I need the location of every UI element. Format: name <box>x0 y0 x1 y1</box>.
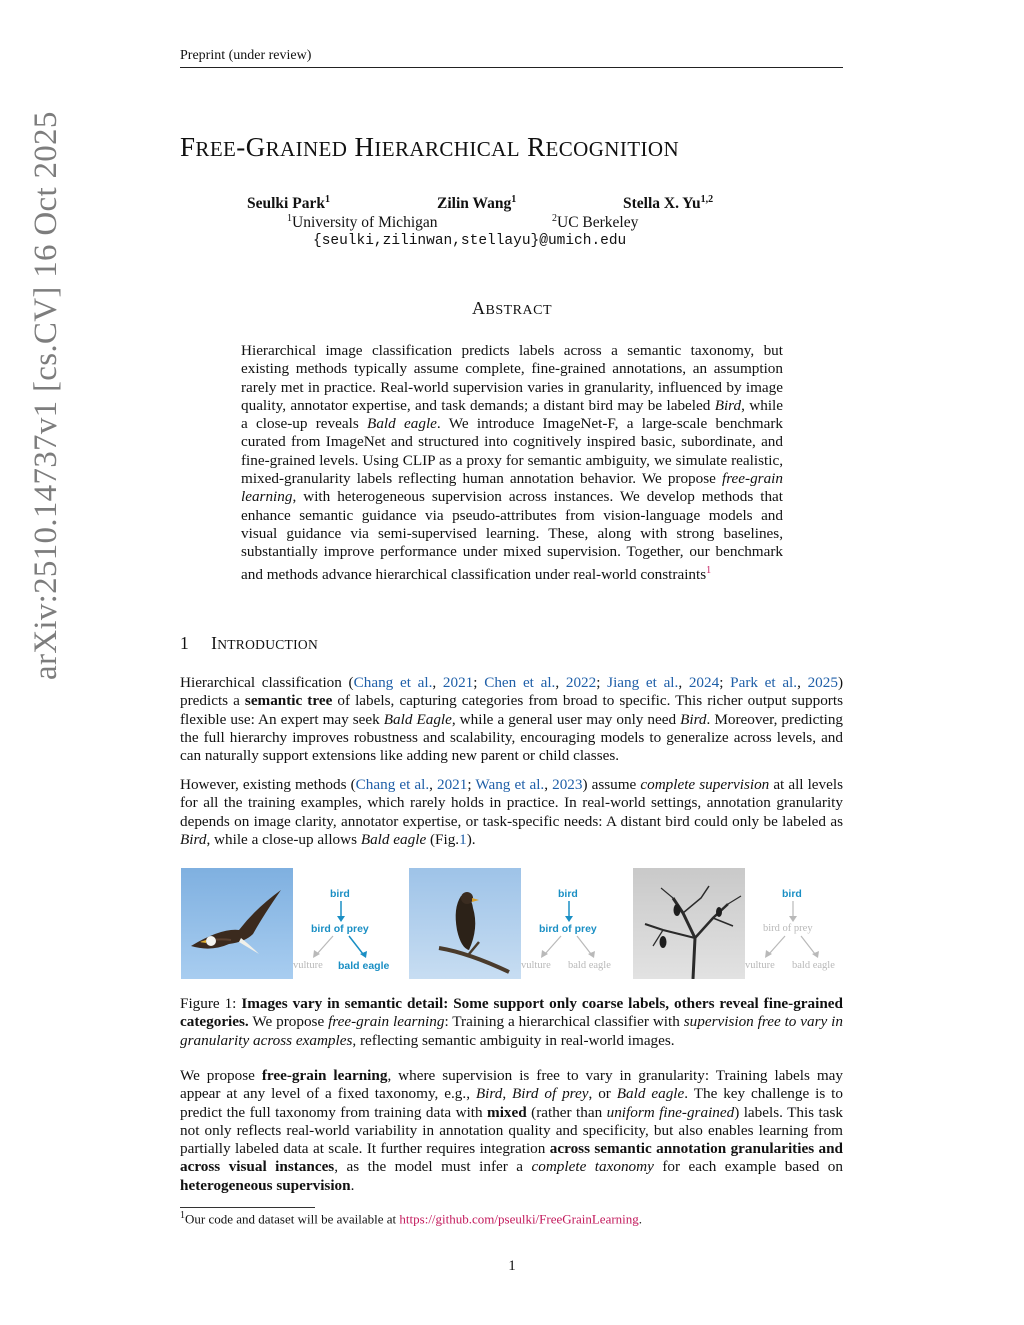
birds-in-tree-photo <box>633 868 745 979</box>
text: However, existing methods ( <box>180 776 356 793</box>
node-bald-eagle: bald eagle <box>338 960 390 972</box>
italic: complete taxonomy <box>531 1158 654 1176</box>
taxonomy-panel-1 <box>293 868 401 979</box>
text: , where supervision is free to vary in granularity: Training labels may appear at any level of a fixed taxonomy, e.g., <box>180 1067 843 1103</box>
author-name: Stella X. Yu <box>623 195 701 213</box>
bold: heterogeneous supervision <box>180 1176 351 1194</box>
text: (rather than <box>526 1103 607 1121</box>
text: , <box>555 674 566 691</box>
text: , while a close-up allows <box>206 830 361 848</box>
arxiv-stamp: arXiv:2510.14737v1 [cs.CV] 16 Oct 2025 <box>28 111 64 680</box>
italic: Bald eagle <box>360 830 427 848</box>
text: We propose <box>248 1013 329 1031</box>
italic: Bird <box>714 396 742 414</box>
bold: mixed <box>487 1103 527 1121</box>
text: , <box>432 674 443 691</box>
author-sup: 1 <box>324 194 330 205</box>
footnote-rule <box>180 1207 315 1208</box>
text: ; <box>596 674 608 691</box>
italic: Bald Eagle <box>383 710 452 728</box>
eagle-flying-photo <box>181 868 293 979</box>
text: , <box>544 776 553 793</box>
section-first: I <box>211 633 218 653</box>
author-sup: 1,2 <box>700 194 714 205</box>
citation[interactable]: Park et al. <box>730 674 798 691</box>
text: We propose <box>180 1067 262 1084</box>
title-part: RAINED <box>265 137 348 161</box>
citation-year[interactable]: 2024 <box>688 674 720 691</box>
title-part: IERARCHICAL <box>374 137 520 161</box>
text: (Fig. <box>426 830 460 848</box>
bold: semantic tree <box>244 692 333 710</box>
citation-year[interactable]: 2025 <box>807 674 838 691</box>
node-bird: bird <box>330 888 350 900</box>
section-heading-introduction <box>180 633 318 654</box>
author-name: Seulki Park <box>247 195 325 213</box>
text: Our code and dataset will be available at <box>185 1211 400 1227</box>
author-3 <box>623 194 713 213</box>
italic: uniform fine-grained <box>606 1103 735 1121</box>
text: , <box>678 674 689 691</box>
text: : Training a hierarchical classifier with <box>444 1013 684 1031</box>
title-part: H <box>347 132 375 162</box>
citation[interactable]: Chen et al. <box>484 674 556 691</box>
abstract-body <box>241 342 783 584</box>
affiliation-2 <box>552 213 638 232</box>
text: ; <box>473 674 485 691</box>
figure-ref[interactable]: 1 <box>459 830 467 848</box>
affiliation-sup: 2 <box>552 213 557 224</box>
italic: Bird of prey <box>512 1085 589 1103</box>
text: Hierarchical image classification predicts labels across a semantic taxonomy, but existing methods typically assume complete, fine-grained annotations, an assumption rarely met in practice. Real-world supervision varies in granularity, influenced by image quality, annotator expertise, and task demands; a distant bird may be labeled <box>241 342 783 414</box>
text: ; <box>467 776 476 793</box>
italic: Bird <box>475 1085 503 1103</box>
italic: free-grain learning <box>328 1013 445 1031</box>
intro-paragraph-1 <box>180 674 843 765</box>
citation-year[interactable]: 2021 <box>442 674 474 691</box>
text: , <box>797 674 808 691</box>
text: , as the model must infer a <box>334 1158 532 1176</box>
node-bald-eagle: bald eagle <box>792 960 835 971</box>
text: Hierarchical classification ( <box>180 674 354 691</box>
author-emails: {seulki,zilinwan,stellayu}@umich.edu <box>313 233 627 249</box>
node-bird-of-prey: bird of prey <box>763 923 813 934</box>
text: , while a close-up reveals <box>241 396 784 433</box>
node-bald-eagle: bald eagle <box>568 960 611 971</box>
node-vulture: vulture <box>745 960 775 971</box>
taxonomy-panel-3 <box>745 868 853 979</box>
node-bird: bird <box>782 888 802 900</box>
title-part: -G <box>236 132 266 162</box>
title-part: ECOGNITION <box>545 137 680 161</box>
title-part: F <box>180 132 196 162</box>
text: . Moreover, predicting the full hierarchy improves robustness and scalability, encouraging models to generalize across levels, and can naturally support extensions like adding new parent or child classes. <box>180 710 844 765</box>
text: , with heterogeneous supervision across instances. We develop methods that enhance semantic guidance via pseudo-attributes from vision-language models and visual guidance via semi-supervised learning. These, along with strong baselines, substantially improve performance under mixed supervision. Together, our benchmark and methods advance hierarchical classification under real-world constraints <box>241 488 783 583</box>
italic: supervision free to vary in granularity across examples <box>180 1013 843 1049</box>
abstract-heading <box>0 298 1024 319</box>
citation[interactable]: Wang et al. <box>475 776 545 793</box>
text: ) assume <box>582 776 641 793</box>
heading-first: A <box>471 298 486 318</box>
author-2 <box>437 194 516 213</box>
text: , <box>429 776 437 793</box>
bold: across semantic annotation granularities and across visual instances <box>180 1140 843 1176</box>
text: . We introduce ImageNet-F, a large-scale benchmark curated from ImageNet and structured into cognitively inspired basic, subordinate, and fine-grained levels. Using CLIP as a proxy for semantic ambiguity, we simulate realistic, mixed-granularity labels reflecting human annotation behavior. We propose <box>241 415 783 488</box>
text: , reflecting semantic ambiguity in real-world images. <box>352 1031 675 1049</box>
code-link[interactable]: https://github.com/pseulki/FreeGrainLearning <box>399 1211 639 1227</box>
citation-year[interactable]: 2023 <box>552 776 583 793</box>
citation[interactable]: Chang et al. <box>353 674 433 691</box>
text: . <box>350 1176 355 1194</box>
text: of labels, capturing categories from broad to specific. This richer output supports flexible use: An expert may seek <box>180 692 843 728</box>
italic: complete supervision <box>640 776 770 793</box>
caption-label: Figure 1: <box>180 995 242 1012</box>
text: . <box>638 1211 643 1227</box>
node-bird-of-prey: bird of prey <box>539 923 597 935</box>
section-number: 1 <box>180 633 190 653</box>
text: , <box>502 1085 513 1103</box>
text: ) labels. This task not only reflects real-world variability in annotation quality and specificity, but also enables learning from partially labeled data at scale. It further requires integration <box>180 1103 843 1158</box>
page-number: 1 <box>508 1258 516 1274</box>
italic: Bald eagle <box>367 415 437 433</box>
intro-paragraph-2 <box>180 776 843 849</box>
affiliation-name: University of Michigan <box>292 214 438 232</box>
figure-1-caption <box>180 995 843 1050</box>
text: . The key challenge is to predict the full taxonomy from training data with <box>180 1085 843 1121</box>
footnote-1 <box>180 1210 642 1227</box>
heading-rest: BSTRACT <box>485 303 552 318</box>
node-bird-of-prey: bird of prey <box>311 923 369 935</box>
text: , while a general user may only need <box>451 710 681 728</box>
affiliation-1 <box>287 213 438 232</box>
author-name: Zilin Wang <box>437 195 512 213</box>
footnote-ref[interactable]: 1 <box>706 564 712 576</box>
intro-paragraph-3 <box>180 1067 843 1195</box>
citation-year[interactable]: 2021 <box>436 776 468 793</box>
title-part: REE <box>195 137 237 161</box>
italic: Bird <box>180 830 207 848</box>
text: ) predicts a <box>180 674 844 710</box>
citation[interactable]: Jiang et al. <box>607 674 679 691</box>
italic: Bald eagle <box>616 1085 685 1103</box>
node-vulture: vulture <box>293 960 323 971</box>
bold: Images vary in semantic detail: Some support only coarse labels, others reveal fine-grained categories. <box>180 995 843 1031</box>
citation-year[interactable]: 2022 <box>565 674 597 691</box>
italic: Bird <box>680 710 707 728</box>
text: , or <box>588 1085 617 1103</box>
text: at all levels for all the training examples, which rarely holds in practice. In real-world settings, annotation granularity depends on image clarity, annotator expertise, or task-specific needs: A distant bird could only be labeled as <box>180 776 843 830</box>
affiliation-name: UC Berkeley <box>557 214 639 232</box>
eagle-perched-photo <box>409 868 521 979</box>
paper-title <box>180 132 679 163</box>
italic: free-grain learning <box>241 470 783 506</box>
node-bird: bird <box>558 888 578 900</box>
text: ). <box>466 830 476 848</box>
node-vulture: vulture <box>521 960 551 971</box>
section-rest: NTRODUCTION <box>217 637 318 652</box>
affiliation-sup: 1 <box>287 213 292 224</box>
title-part: R <box>519 132 546 162</box>
running-header: Preprint (under review) <box>180 48 843 68</box>
bold: free-grain learning <box>261 1067 388 1084</box>
author-sup: 1 <box>511 194 517 205</box>
taxonomy-panel-2 <box>521 868 629 979</box>
text: ; <box>719 674 731 691</box>
footnote-sup: 1 <box>180 1210 185 1221</box>
author-1 <box>247 194 330 213</box>
text: for each example based on <box>653 1158 843 1176</box>
citation[interactable]: Chang et al. <box>355 776 430 793</box>
